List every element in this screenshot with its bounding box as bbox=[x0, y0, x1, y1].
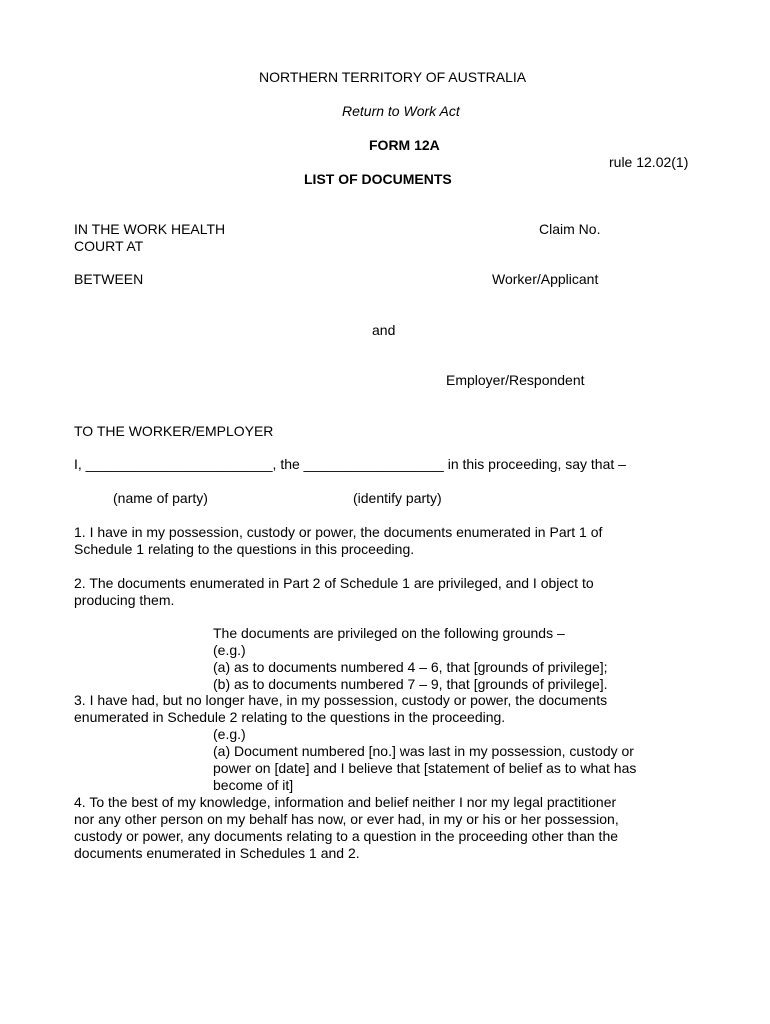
paragraph-1 bbox=[74, 524, 694, 558]
rule-reference: rule 12.02(1) bbox=[609, 154, 689, 170]
privilege-ground-b: (b) as to documents numbered 7 – 9, that [grounds of privilege]. bbox=[213, 676, 608, 692]
paragraph-2 bbox=[74, 575, 694, 609]
paragraph-3-line-1: 3. I have had, but no longer have, in my possession, custody or power, the documents bbox=[74, 692, 608, 708]
paragraph-3-example-block bbox=[213, 726, 693, 794]
and-label: and bbox=[372, 322, 396, 338]
privilege-ground-a: (a) as to documents numbered 4 – 6, that [grounds of privilege]; bbox=[213, 659, 608, 675]
paragraph-3-example-a-line-1: (a) Document numbered [no.] was last in my possession, custody or bbox=[213, 743, 634, 759]
court-line-2: COURT AT bbox=[74, 238, 144, 254]
between-label: BETWEEN bbox=[74, 271, 144, 287]
paragraph-4 bbox=[74, 794, 694, 862]
claim-number-label: Claim No. bbox=[539, 221, 601, 237]
paragraph-4-line-2: nor any other person on my behalf has now, or ever had, in my or his or her possession, bbox=[74, 811, 619, 827]
form-title: LIST OF DOCUMENTS bbox=[304, 171, 452, 187]
paragraph-3 bbox=[74, 692, 694, 726]
paragraph-4-line-3: custody or power, any documents relating to a question in the proceeding other than the bbox=[74, 828, 619, 844]
paragraph-4-line-1: 4. To the best of my knowledge, information and belief neither I nor my legal practitioner bbox=[74, 794, 617, 810]
addressee-line: TO THE WORKER/EMPLOYER bbox=[74, 423, 274, 439]
identify-party-caption: (identify party) bbox=[353, 490, 442, 506]
act-title: Return to Work Act bbox=[342, 103, 460, 119]
paragraph-1-line-1: 1. I have in my possession, custody or power, the documents enumerated in Part 1 of bbox=[74, 524, 603, 540]
paragraph-3-line-2: enumerated in Schedule 2 relating to the questions in the proceeding. bbox=[74, 709, 506, 725]
paragraph-2-line-1: 2. The documents enumerated in Part 2 of Schedule 1 are privileged, and I object to bbox=[74, 575, 594, 591]
paragraph-3-example-label: (e.g.) bbox=[213, 726, 246, 742]
name-of-party-caption: (name of party) bbox=[113, 490, 208, 506]
paragraph-1-line-2: Schedule 1 relating to the questions in this proceeding. bbox=[74, 541, 415, 557]
paragraph-2-line-2: producing them. bbox=[74, 592, 175, 608]
worker-applicant-label: Worker/Applicant bbox=[492, 271, 599, 287]
form-number: FORM 12A bbox=[369, 137, 440, 153]
jurisdiction-heading: NORTHERN TERRITORY OF AUSTRALIA bbox=[259, 69, 527, 85]
paragraph-4-line-4: documents enumerated in Schedules 1 and 2. bbox=[74, 845, 360, 861]
privilege-grounds-block bbox=[213, 625, 693, 693]
privilege-grounds-intro: The documents are privileged on the following grounds – bbox=[213, 625, 565, 641]
statement-line: I, ________________________, the __________________ in this proceeding, say that – bbox=[74, 456, 626, 472]
employer-respondent-label: Employer/Respondent bbox=[446, 372, 585, 388]
privilege-example-label: (e.g.) bbox=[213, 642, 246, 658]
paragraph-3-example-a-line-2: power on [date] and I believe that [statement of belief as to what has bbox=[213, 760, 637, 776]
paragraph-3-example-a-line-3: become of it] bbox=[213, 777, 294, 793]
court-line-1: IN THE WORK HEALTH bbox=[74, 221, 226, 237]
